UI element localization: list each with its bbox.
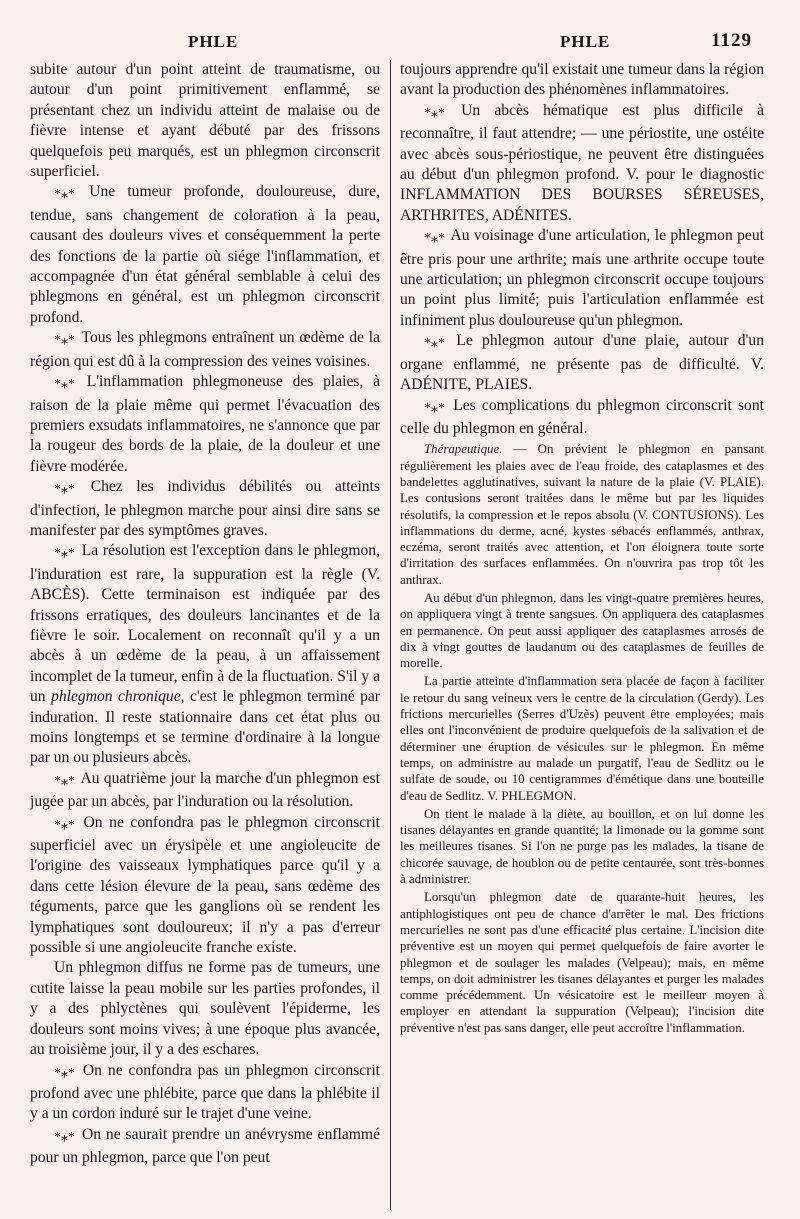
left-column <box>30 60 380 1169</box>
running-header <box>28 26 772 56</box>
therapy-paragraph: On tient le malade à la diète, au bouillon, et on lui donne les tisanes délayantes en grande quantité; la limonade ou la gomme sont les meilleures tisanes. Si l'on ne purge pas les malades, la tisane de chicorée sauvage, de houblon ou de petite centaurée, sont très-bonnes à administrer. <box>400 806 764 887</box>
italic-term: phlegmon chronique <box>51 688 181 706</box>
paragraph: *⁎* L'inflammation phlegmoneuse des plaies, à raison de la plaie même qui permet l'évacuation des premiers exsudats inflammatoires, ne s'annonce que par la rougeur des bords de la plaie, de la douleur et une fièvre modérée. <box>30 373 380 475</box>
paragraph: *⁎* On ne saurait prendre un anévrysme enflammé pour un phlegmon, parce que l'on peut <box>30 1125 380 1167</box>
paragraph: *⁎* Au voisinage d'une articulation, le phlegmon peut être pris pour une arthrite; mais une arthrite occupe toute une articulation; un phlegmon circonscrit occupe toujours un point plus limité; puis l'articulation enflammée est infiniment plus douloureuse qu'un phlegmon. <box>400 227 764 329</box>
cross-reference: ADÉNITE, PLAIES. <box>400 376 533 394</box>
paragraph: subite autour d'un point atteint de traumatisme, ou autour d'un point primitivement enflammé, se présentant chez un individu atteint de malaise ou de fièvre intense et ayant débuté par des frissons quelquefois peu marqués, est un phlegmon circonscrit superficiel. <box>30 61 380 181</box>
paragraph: *⁎* On ne confondra pas un phlegmon circonscrit profond avec une phlébite, parce que dans la phlébite il y a un cordon induré sur le trajet d'une veine. <box>30 1061 380 1123</box>
section-heading: Thérapeutique. <box>424 442 503 457</box>
asterism: *⁎* <box>54 773 75 789</box>
header-left-keyword: PHLE <box>188 32 239 51</box>
paragraph: Un phlegmon diffus ne forme pas de tumeurs, une cutite laisse la peau mobile sur les parties profondes, il y a des phlyctènes qui soulèvent l'épiderme, les douleurs sont moins vives; à une époque plus avancée, au troisième jour, il y a des eschares. <box>30 959 380 1059</box>
cross-reference: CONTUSIONS <box>652 507 734 522</box>
paragraph: toujours apprendre qu'il existait une tumeur dans la région avant la production des phénomènes inflammatoires. <box>400 61 764 99</box>
header-right-keyword: PHLE <box>560 32 611 51</box>
therapy-paragraph: Lorsqu'un phlegmon date de quarante-huit heures, les antiphlogistiques ont peu de chance d'arrêter le mal. Des frictions mercurielles ne sont pas d'une efficacité plus certaine. L'incision dite préventive est un moyen qui permet quelquefois de faire avorter le phlegmon et de soulager les malades (Velpeau); mais, en même temps, on doit administrer les tisanes délayantes et purger les malades comme précédemment. Un vésicatoire est le meilleur moyen à employer en attendant la suppuration (Velpeau); l'incision dite préventive n'est pas sans danger, elle peut accroître l'inflammation. <box>400 890 764 1035</box>
asterism: *⁎* <box>54 187 75 203</box>
paragraph: *⁎* On ne confondra pas le phlegmon circonscrit superficiel avec un érysipèle et une angioleucite de l'origine des vaisseaux lymphatiques parce qu'il y a dans cette lésion élevure de la peau, sans œdème des téguments, parce que les ganglions où se rendent les lymphatiques sont douloureux; il n'y a pas d'erreur possible si une angioleucite franche existe. <box>30 813 380 957</box>
paragraph: *⁎* La résolution est l'exception dans le phlegmon, l'induration est rare, la suppuration est la règle (V. ABCÈS). Cette terminaison est indiquée par des frissons erratiques, des douleurs lancinantes et de la fièvre le soir. Localement on reconnaît qu'il y a un abcès à un œdème de la peau, à un affaissement incomplet de la tumeur, enfin à de la fluctuation. S'il y a un phlegmon chronique, c'est le phlegmon terminé par induration. Il reste stationnaire dans cet état plus ou moins longtemps et se termine d'ordinaire à la longue par un ou plusieurs abcès. <box>30 542 380 767</box>
therapy-paragraph: Au début d'un phlegmon, dans les vingt-quatre premières heures, on appliquera vingt à trente sangsues. On appliquera des cataplasmes en permanence. On peut aussi appliquer des cataplasmes arrosés de dix à vingt gouttes de laudanum ou des cataplasmes de feuilles de morelle. <box>400 590 764 671</box>
right-column <box>400 60 764 1036</box>
asterism: *⁎* <box>424 336 445 352</box>
paragraph: *⁎* Une tumeur profonde, douloureuse, dure, tendue, sans changement de coloration à la peau, causant des douleurs vives et conséquemment la perte des fonctions de la partie où siége l'inflammation, et accompagnée d'un état général semblable à celui des phlegmons en général, est un phlegmon circonscrit profond. <box>30 183 380 326</box>
paragraph: *⁎* Au quatrième jour la marche d'un phlegmon est jugée par un abcès, par l'induration ou la résolution. <box>30 769 380 811</box>
asterism: *⁎* <box>54 817 75 833</box>
paragraph: *⁎* Les complications du phlegmon circonscrit sont celle du phlegmon en général. <box>400 396 764 437</box>
asterism: *⁎* <box>54 1065 75 1081</box>
therapy-paragraph: La partie atteinte d'inflammation sera placée de façon à faciliter le retour du sang veineux vers le centre de la circulation (Gerdy). Les frictions mercurielles (Serres d'Uzès) peuvent être employées; mais elles ont l'inconvénient de produire quelquefois de la salivation et de déterminer une éruption de vésicules sur le phlegmon. En même temps, on administre au malade un purgatif, l'eau de Sedlitz ou le sulfate de soude, ou 10 centigrammes d'émétique dans une bouteille d'eau de Sedlitz. V. PHLEGMON. <box>400 674 764 803</box>
asterism: *⁎* <box>424 400 445 416</box>
cross-reference: PHLEGMON. <box>501 788 577 803</box>
paragraph: *⁎* Un abcès hématique est plus difficile à reconnaître, il faut attendre; — une périostite, une ostéite avec abcès sous-périostique, ne peuvent être distinguées au début d'un phlegmon profond. V. pour le diagnostic INFLAMMATION DES BOURSES SÉREUSES, ARTHRITES, ADÉNITES. <box>400 101 764 224</box>
paragraph: *⁎* Tous les phlegmons entraînent un œdème de la région qui est dû à la compression des veines voisines. <box>30 329 380 370</box>
paragraph: *⁎* Chez les individus débilités ou atteints d'infection, le phlegmon marche pour ainsi dire sans se manifester par des symptômes graves. <box>30 478 380 539</box>
paragraph: *⁎* Le phlegmon autour d'une plaie, autour d'un organe enflammé, ne présente pas de difficulté. V. ADÉNITE, PLAIES. <box>400 332 764 394</box>
therapy-paragraph: Thérapeutique. — On prévient le phlegmon en pansant régulièrement les plaies avec de l'eau froide, des cataplasmes et des bandelettes agglutinatives, suivant la nature de la plaie (V. PLAIE). Les contusions seront traitées dans le même but par les liquides résolutifs, la compression et le repos absolu (V. CONTUSIONS). Les inflammations du derme, acné, kystes sébacés enflammés, anthrax, eczéma, seront traités avec attention, et l'on éloignera toute sorte d'irritation des surfaces enflammées. On n'ouvrira pas trop tôt les anthrax. <box>400 442 764 587</box>
cross-reference: INFLAMMATION DES BOURSES SÉREUSES, ARTHRITES, ADÉNITES. <box>400 186 764 224</box>
cross-reference: PLAIE <box>719 474 757 489</box>
asterism: *⁎* <box>54 482 75 498</box>
asterism: *⁎* <box>54 333 75 349</box>
asterism: *⁎* <box>54 377 75 393</box>
page-number: 1129 <box>711 30 752 51</box>
column-divider <box>390 60 391 1210</box>
dictionary-page <box>28 26 772 1196</box>
asterism: *⁎* <box>424 105 445 121</box>
asterism: *⁎* <box>54 546 75 562</box>
asterism: *⁎* <box>424 231 445 247</box>
asterism: *⁎* <box>54 1129 75 1145</box>
